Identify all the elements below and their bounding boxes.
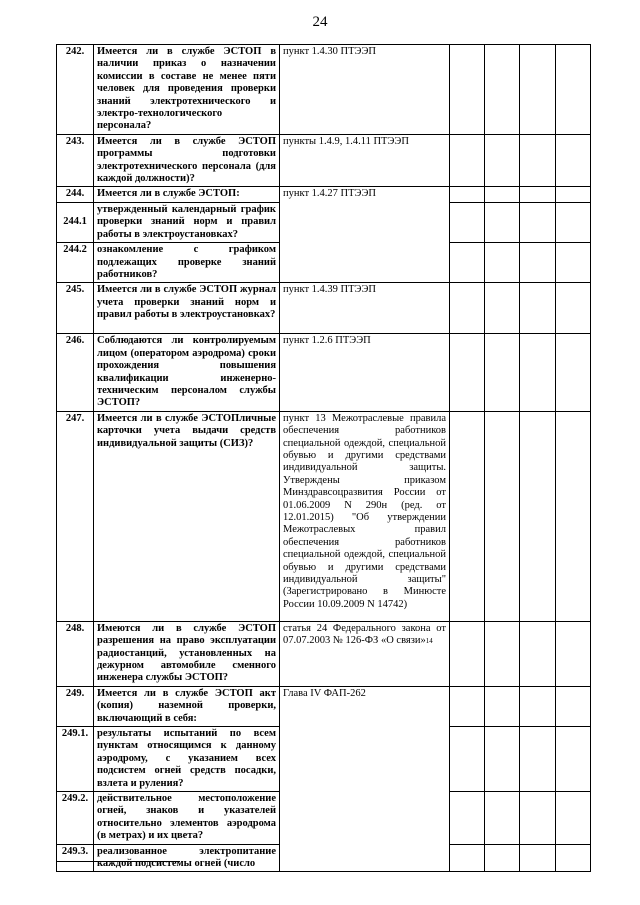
answer-cell[interactable] bbox=[450, 411, 485, 621]
table-row bbox=[57, 45, 591, 135]
answer-cell[interactable] bbox=[556, 727, 591, 792]
answer-cell[interactable] bbox=[556, 621, 591, 686]
answer-cell[interactable] bbox=[485, 134, 520, 187]
answer-cell[interactable] bbox=[450, 844, 485, 872]
answer-cell[interactable] bbox=[520, 792, 556, 845]
row-reference: пункт 13 Межотраслевые правила обеспечения работников специальной одеждой, специальной обувью и другими средствами индивидуальной защиты. Утверждены приказом Минздравсоцразвития России от 01.06.2009 N 290н (ред. от 12.01.2015) "Об утверждении Межотраслевых правил обеспечения работников специальной одеждой, специальной обувью и другими средствами индивидуальной защиты" (Зарегистрировано в Минюсте России 10.09.2009 N 14742) bbox=[280, 411, 450, 621]
answer-cell[interactable] bbox=[556, 686, 591, 726]
answer-cell[interactable] bbox=[485, 411, 520, 621]
row-question: утвержденный календарный график проверки знаний норм и правил работы в электроустановках? bbox=[94, 202, 280, 242]
answer-cell[interactable] bbox=[520, 187, 556, 202]
answer-cell[interactable] bbox=[556, 844, 591, 872]
answer-cell[interactable] bbox=[450, 187, 485, 202]
answer-cell[interactable] bbox=[450, 727, 485, 792]
answer-cell[interactable] bbox=[485, 187, 520, 202]
answer-cell[interactable] bbox=[556, 134, 591, 187]
row-question: ознакомление с графиком подлежащих проверке знаний работников? bbox=[94, 243, 280, 283]
footnote-separator bbox=[56, 861, 180, 862]
row-reference: пункт 1.4.39 ПТЭЭП bbox=[280, 283, 450, 334]
answer-cell[interactable] bbox=[485, 686, 520, 726]
page-number: 24 bbox=[312, 14, 328, 30]
row-number: 248. bbox=[57, 621, 94, 686]
row-reference: пункт 1.2.6 ПТЭЭП bbox=[280, 334, 450, 411]
table-row bbox=[57, 134, 591, 187]
row-reference bbox=[280, 844, 450, 872]
row-question: Имеется ли в службе ЭСТОП в наличии приказ о назначении комиссии в составе не менее пяти человек для проведения проверки знаний электротехнического и электро-технологического персонала? bbox=[94, 45, 280, 135]
row-question: Имеется ли в службе ЭСТОП: bbox=[94, 187, 280, 202]
answer-cell[interactable] bbox=[485, 727, 520, 792]
row-question: Имеются ли в службе ЭСТОП разрешения на право эксплуатации радиостанций, установленных на дежурном автомобиле сменного инженера службы ЭСТОП? bbox=[94, 621, 280, 686]
row-question: реализованное электропитание каждой подсистемы огней (число bbox=[94, 844, 280, 872]
row-number: 246. bbox=[57, 334, 94, 411]
answer-cell[interactable] bbox=[450, 621, 485, 686]
answer-cell[interactable] bbox=[485, 621, 520, 686]
answer-cell[interactable] bbox=[556, 45, 591, 135]
answer-cell[interactable] bbox=[520, 727, 556, 792]
answer-cell[interactable] bbox=[520, 202, 556, 242]
reference-text: статья 24 Федерального закона от 07.07.2003 № 126-ФЗ «О связи» bbox=[283, 622, 446, 647]
answer-cell[interactable] bbox=[450, 45, 485, 135]
answer-cell[interactable] bbox=[485, 844, 520, 872]
answer-cell[interactable] bbox=[520, 283, 556, 334]
answer-cell[interactable] bbox=[556, 792, 591, 845]
row-reference bbox=[280, 621, 450, 686]
answer-cell[interactable] bbox=[485, 283, 520, 334]
answer-cell[interactable] bbox=[450, 686, 485, 726]
table-row bbox=[57, 411, 591, 621]
answer-cell[interactable] bbox=[520, 844, 556, 872]
answer-cell[interactable] bbox=[520, 243, 556, 283]
table-row bbox=[57, 686, 591, 726]
answer-cell[interactable] bbox=[450, 792, 485, 845]
checklist-table bbox=[56, 44, 591, 872]
row-reference bbox=[280, 202, 450, 242]
row-reference: Глава IV ФАП-262 bbox=[280, 686, 450, 726]
row-reference: пункт 1.4.27 ПТЭЭП bbox=[280, 187, 450, 202]
answer-cell[interactable] bbox=[556, 411, 591, 621]
table-row bbox=[57, 187, 591, 202]
row-question: действительное местоположение огней, знаков и указателей относительно элементов аэродрома (в метрах) и их цвета? bbox=[94, 792, 280, 845]
answer-cell[interactable] bbox=[485, 243, 520, 283]
answer-cell[interactable] bbox=[520, 686, 556, 726]
answer-cell[interactable] bbox=[485, 202, 520, 242]
table-row bbox=[57, 202, 591, 242]
answer-cell[interactable] bbox=[556, 202, 591, 242]
row-number: 242. bbox=[57, 45, 94, 135]
answer-cell[interactable] bbox=[520, 134, 556, 187]
answer-cell[interactable] bbox=[556, 334, 591, 411]
table-row bbox=[57, 727, 591, 792]
table-row bbox=[57, 844, 591, 872]
answer-cell[interactable] bbox=[450, 202, 485, 242]
answer-cell[interactable] bbox=[485, 45, 520, 135]
row-reference bbox=[280, 727, 450, 792]
answer-cell[interactable] bbox=[450, 334, 485, 411]
answer-cell[interactable] bbox=[485, 334, 520, 411]
table-row bbox=[57, 334, 591, 411]
footnote-marker: 14 bbox=[425, 637, 433, 646]
row-question: Имеется ли в службе ЭСТОП журнал учета проверки знаний норм и правил работы в электроустановках? bbox=[94, 283, 280, 334]
answer-cell[interactable] bbox=[450, 283, 485, 334]
row-reference: пункт 1.4.30 ПТЭЭП bbox=[280, 45, 450, 135]
row-question: результаты испытаний по всем пунктам относящимся к данному аэродрому, с указанием всех подсистем огней средств посадки, взлета и руления? bbox=[94, 727, 280, 792]
answer-cell[interactable] bbox=[520, 411, 556, 621]
row-number: 244.2 bbox=[57, 243, 94, 283]
row-number: 249.2. bbox=[57, 792, 94, 845]
row-reference: пункты 1.4.9, 1.4.11 ПТЭЭП bbox=[280, 134, 450, 187]
row-question: Соблюдаются ли контролируемым лицом (оператором аэродрома) сроки прохождения повышения квалификации инженерно-техническим персоналом службы ЭСТОП? bbox=[94, 334, 280, 411]
answer-cell[interactable] bbox=[450, 134, 485, 187]
row-number: 249. bbox=[57, 686, 94, 726]
row-question: Имеется ли в службе ЭСТОП акт (копия) наземной проверки, включающий в себя: bbox=[94, 686, 280, 726]
answer-cell[interactable] bbox=[450, 243, 485, 283]
table-row bbox=[57, 792, 591, 845]
answer-cell[interactable] bbox=[556, 243, 591, 283]
table-row bbox=[57, 243, 591, 283]
row-number: 247. bbox=[57, 411, 94, 621]
answer-cell[interactable] bbox=[520, 45, 556, 135]
answer-cell[interactable] bbox=[520, 334, 556, 411]
answer-cell[interactable] bbox=[485, 792, 520, 845]
row-reference bbox=[280, 792, 450, 845]
row-question: Имеется ли в службе ЭСТОП программы подготовки электротехнического персонала (для каждой должности)? bbox=[94, 134, 280, 187]
answer-cell[interactable] bbox=[520, 621, 556, 686]
row-number: 245. bbox=[57, 283, 94, 334]
row-question: Имеется ли в службе ЭСТОПличные карточки учета выдачи средств индивидуальной защиты (СИЗ)? bbox=[94, 411, 280, 621]
row-reference bbox=[280, 243, 450, 283]
answer-cell[interactable] bbox=[556, 187, 591, 202]
table-row bbox=[57, 283, 591, 334]
row-number: 249.1. bbox=[57, 727, 94, 792]
row-number: 243. bbox=[57, 134, 94, 187]
row-number: 244.1 bbox=[57, 202, 94, 242]
answer-cell[interactable] bbox=[556, 283, 591, 334]
table-row bbox=[57, 621, 591, 686]
row-number: 244. bbox=[57, 187, 94, 202]
row-number: 249.3. bbox=[57, 844, 94, 872]
